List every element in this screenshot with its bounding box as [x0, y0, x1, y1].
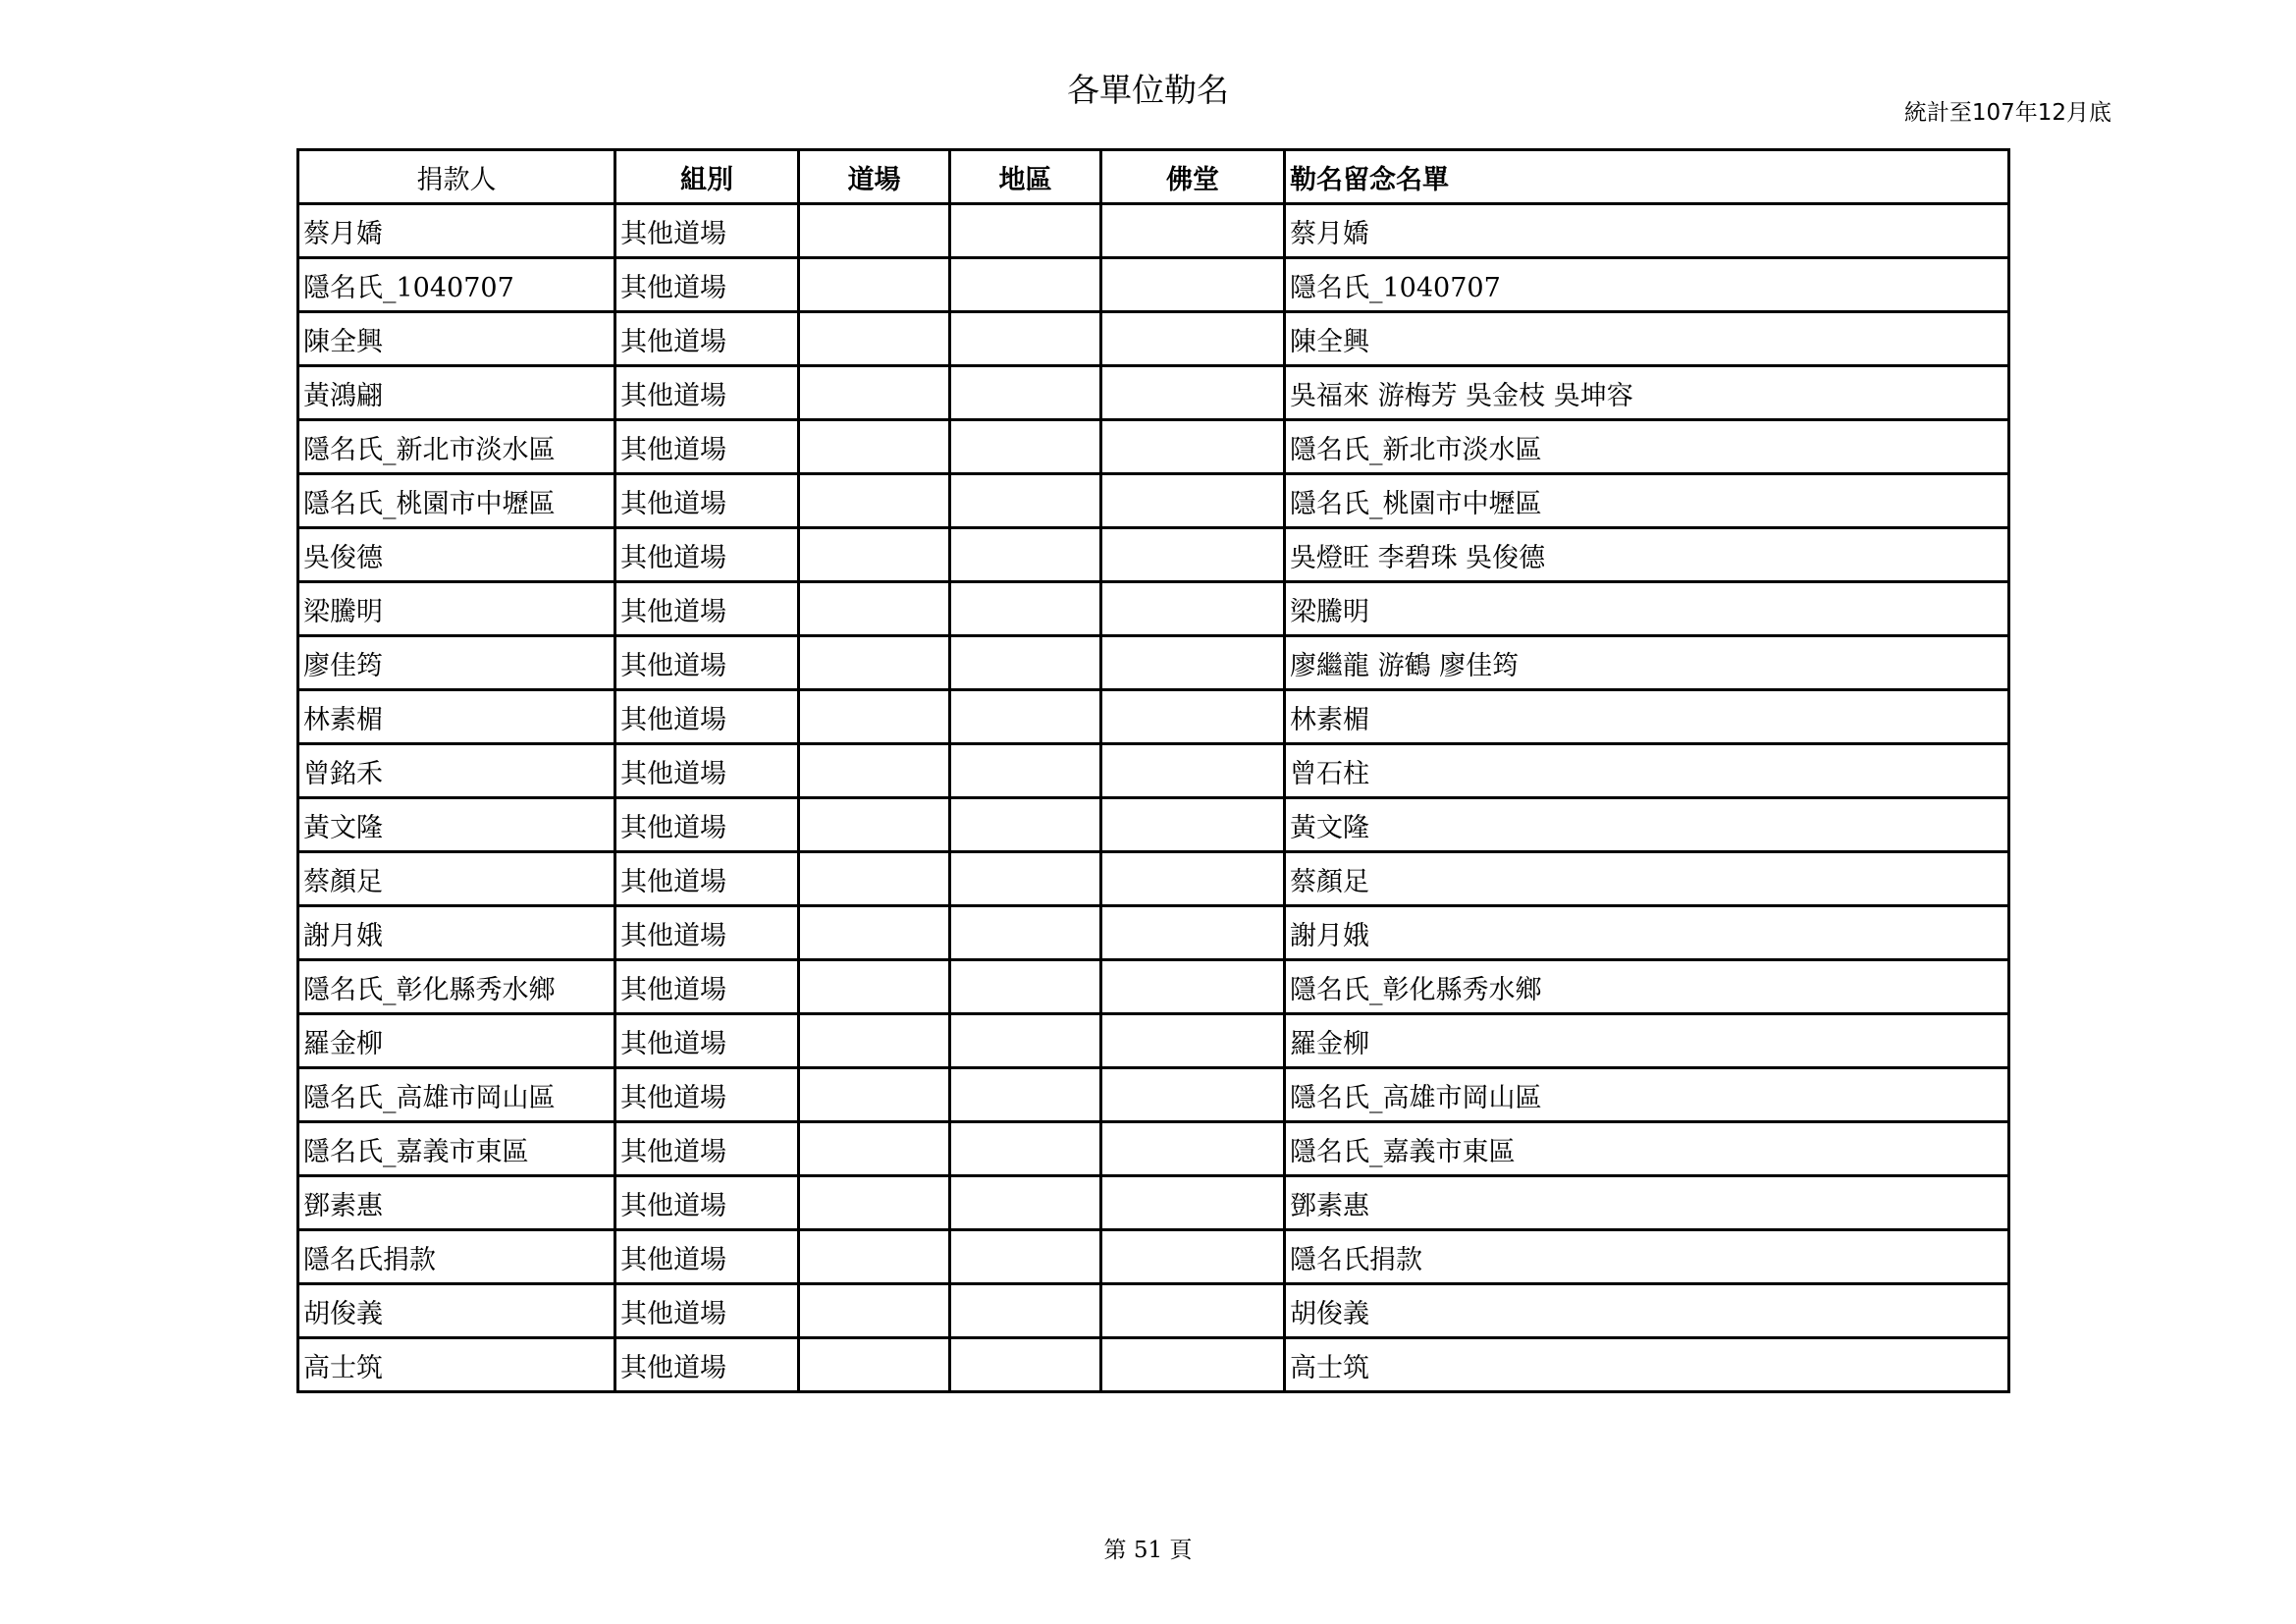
- donor-cell: 曾銘禾: [298, 744, 615, 798]
- group-cell: 其他道場: [615, 420, 799, 474]
- column-header-group: 組別: [615, 150, 799, 204]
- temple-cell: [799, 582, 950, 636]
- column-header-shrine: 佛堂: [1101, 150, 1285, 204]
- donor-table: [296, 148, 2010, 1393]
- region-cell: [950, 366, 1101, 420]
- shrine-cell: [1101, 258, 1285, 312]
- donor-cell: 蔡月嬌: [298, 204, 615, 258]
- temple-cell: [799, 852, 950, 906]
- table-body: [298, 204, 2009, 1392]
- memorial-list-cell: 隱名氏_1040707: [1285, 258, 2009, 312]
- memorial-list-cell: 蔡月嬌: [1285, 204, 2009, 258]
- memorial-list-cell: 隱名氏_嘉義市東區: [1285, 1122, 2009, 1176]
- shrine-cell: [1101, 204, 1285, 258]
- table-row: [298, 204, 2009, 258]
- table-row: [298, 960, 2009, 1014]
- table-row: [298, 1230, 2009, 1284]
- memorial-list-cell: 吳燈旺 李碧珠 吳俊德: [1285, 528, 2009, 582]
- region-cell: [950, 528, 1101, 582]
- shrine-cell: [1101, 528, 1285, 582]
- table-row: [298, 690, 2009, 744]
- group-cell: 其他道場: [615, 906, 799, 960]
- temple-cell: [799, 636, 950, 690]
- region-cell: [950, 1230, 1101, 1284]
- donor-cell: 隱名氏_高雄市岡山區: [298, 1068, 615, 1122]
- temple-cell: [799, 744, 950, 798]
- region-cell: [950, 1338, 1101, 1392]
- region-cell: [950, 474, 1101, 528]
- group-cell: 其他道場: [615, 744, 799, 798]
- table-row: [298, 474, 2009, 528]
- region-cell: [950, 420, 1101, 474]
- temple-cell: [799, 1068, 950, 1122]
- region-cell: [950, 1176, 1101, 1230]
- group-cell: 其他道場: [615, 204, 799, 258]
- group-cell: 其他道場: [615, 582, 799, 636]
- region-cell: [950, 852, 1101, 906]
- temple-cell: [799, 528, 950, 582]
- memorial-list-cell: 林素楣: [1285, 690, 2009, 744]
- statistics-date: 統計至107年12月底: [1903, 100, 2111, 126]
- table-row: [298, 636, 2009, 690]
- region-cell: [950, 744, 1101, 798]
- shrine-cell: [1101, 690, 1285, 744]
- donor-cell: 羅金柳: [298, 1014, 615, 1068]
- group-cell: 其他道場: [615, 636, 799, 690]
- region-cell: [950, 690, 1101, 744]
- table-row: [298, 744, 2009, 798]
- shrine-cell: [1101, 582, 1285, 636]
- column-header-memorial-list: 勒名留念名單: [1285, 150, 2009, 204]
- memorial-list-cell: 蔡顏足: [1285, 852, 2009, 906]
- donor-cell: 蔡顏足: [298, 852, 615, 906]
- memorial-list-cell: 吳福來 游梅芳 吳金枝 吳坤容: [1285, 366, 2009, 420]
- region-cell: [950, 204, 1101, 258]
- temple-cell: [799, 1338, 950, 1392]
- donor-cell: 高士筑: [298, 1338, 615, 1392]
- group-cell: 其他道場: [615, 258, 799, 312]
- page-number: 第 51 頁: [1103, 1538, 1193, 1563]
- group-cell: 其他道場: [615, 960, 799, 1014]
- group-cell: 其他道場: [615, 366, 799, 420]
- region-cell: [950, 906, 1101, 960]
- group-cell: 其他道場: [615, 1230, 799, 1284]
- memorial-list-cell: 梁騰明: [1285, 582, 2009, 636]
- region-cell: [950, 1284, 1101, 1338]
- page-title: 各單位勒名: [1067, 71, 1229, 109]
- group-cell: 其他道場: [615, 528, 799, 582]
- shrine-cell: [1101, 636, 1285, 690]
- donor-cell: 陳全興: [298, 312, 615, 366]
- temple-cell: [799, 420, 950, 474]
- group-cell: 其他道場: [615, 1176, 799, 1230]
- table-row: [298, 582, 2009, 636]
- table-row: [298, 1176, 2009, 1230]
- table-row: [298, 1284, 2009, 1338]
- memorial-list-cell: 隱名氏_桃園市中壢區: [1285, 474, 2009, 528]
- table-row: [298, 420, 2009, 474]
- temple-cell: [799, 1284, 950, 1338]
- table-row: [298, 1014, 2009, 1068]
- memorial-list-cell: 廖繼龍 游鶴 廖佳筠: [1285, 636, 2009, 690]
- donor-cell: 林素楣: [298, 690, 615, 744]
- column-header-donor: 捐款人: [298, 150, 615, 204]
- table-row: [298, 1068, 2009, 1122]
- table-header-row: [298, 150, 2009, 204]
- memorial-list-cell: 鄧素惠: [1285, 1176, 2009, 1230]
- temple-cell: [799, 312, 950, 366]
- column-header-temple: 道場: [799, 150, 950, 204]
- shrine-cell: [1101, 960, 1285, 1014]
- table-row: [298, 528, 2009, 582]
- temple-cell: [799, 798, 950, 852]
- region-cell: [950, 1014, 1101, 1068]
- donor-cell: 梁騰明: [298, 582, 615, 636]
- donor-cell: 吳俊德: [298, 528, 615, 582]
- region-cell: [950, 582, 1101, 636]
- table-row: [298, 366, 2009, 420]
- temple-cell: [799, 474, 950, 528]
- region-cell: [950, 312, 1101, 366]
- donor-cell: 隱名氏_1040707: [298, 258, 615, 312]
- donor-cell: 胡俊義: [298, 1284, 615, 1338]
- temple-cell: [799, 258, 950, 312]
- region-cell: [950, 1122, 1101, 1176]
- shrine-cell: [1101, 906, 1285, 960]
- shrine-cell: [1101, 744, 1285, 798]
- shrine-cell: [1101, 1230, 1285, 1284]
- table-row: [298, 798, 2009, 852]
- temple-cell: [799, 1176, 950, 1230]
- donor-cell: 黃鴻翩: [298, 366, 615, 420]
- region-cell: [950, 636, 1101, 690]
- donor-cell: 謝月娥: [298, 906, 615, 960]
- shrine-cell: [1101, 852, 1285, 906]
- temple-cell: [799, 1122, 950, 1176]
- group-cell: 其他道場: [615, 690, 799, 744]
- group-cell: 其他道場: [615, 312, 799, 366]
- temple-cell: [799, 1230, 950, 1284]
- shrine-cell: [1101, 1176, 1285, 1230]
- shrine-cell: [1101, 1284, 1285, 1338]
- shrine-cell: [1101, 474, 1285, 528]
- memorial-list-cell: 黃文隆: [1285, 798, 2009, 852]
- temple-cell: [799, 204, 950, 258]
- donor-cell: 隱名氏_新北市淡水區: [298, 420, 615, 474]
- donor-cell: 黃文隆: [298, 798, 615, 852]
- shrine-cell: [1101, 798, 1285, 852]
- region-cell: [950, 258, 1101, 312]
- memorial-list-cell: 曾石柱: [1285, 744, 2009, 798]
- donor-cell: 隱名氏_彰化縣秀水鄉: [298, 960, 615, 1014]
- shrine-cell: [1101, 420, 1285, 474]
- temple-cell: [799, 960, 950, 1014]
- group-cell: 其他道場: [615, 852, 799, 906]
- table-row: [298, 312, 2009, 366]
- group-cell: 其他道場: [615, 1014, 799, 1068]
- donor-cell: 隱名氏捐款: [298, 1230, 615, 1284]
- group-cell: 其他道場: [615, 798, 799, 852]
- table-row: [298, 258, 2009, 312]
- memorial-list-cell: 羅金柳: [1285, 1014, 2009, 1068]
- group-cell: 其他道場: [615, 1122, 799, 1176]
- temple-cell: [799, 366, 950, 420]
- group-cell: 其他道場: [615, 1284, 799, 1338]
- donor-cell: 隱名氏_桃園市中壢區: [298, 474, 615, 528]
- shrine-cell: [1101, 1068, 1285, 1122]
- temple-cell: [799, 690, 950, 744]
- group-cell: 其他道場: [615, 474, 799, 528]
- table-row: [298, 906, 2009, 960]
- donor-cell: 鄧素惠: [298, 1176, 615, 1230]
- shrine-cell: [1101, 312, 1285, 366]
- table-row: [298, 1122, 2009, 1176]
- memorial-list-cell: 胡俊義: [1285, 1284, 2009, 1338]
- group-cell: 其他道場: [615, 1068, 799, 1122]
- group-cell: 其他道場: [615, 1338, 799, 1392]
- shrine-cell: [1101, 1014, 1285, 1068]
- table-row: [298, 852, 2009, 906]
- table-row: [298, 1338, 2009, 1392]
- shrine-cell: [1101, 1122, 1285, 1176]
- shrine-cell: [1101, 366, 1285, 420]
- donor-cell: 廖佳筠: [298, 636, 615, 690]
- memorial-list-cell: 陳全興: [1285, 312, 2009, 366]
- memorial-list-cell: 隱名氏_新北市淡水區: [1285, 420, 2009, 474]
- memorial-list-cell: 高士筑: [1285, 1338, 2009, 1392]
- region-cell: [950, 1068, 1101, 1122]
- column-header-region: 地區: [950, 150, 1101, 204]
- memorial-list-cell: 隱名氏捐款: [1285, 1230, 2009, 1284]
- temple-cell: [799, 906, 950, 960]
- donor-cell: 隱名氏_嘉義市東區: [298, 1122, 615, 1176]
- region-cell: [950, 798, 1101, 852]
- memorial-list-cell: 隱名氏_高雄市岡山區: [1285, 1068, 2009, 1122]
- region-cell: [950, 960, 1101, 1014]
- temple-cell: [799, 1014, 950, 1068]
- shrine-cell: [1101, 1338, 1285, 1392]
- memorial-list-cell: 謝月娥: [1285, 906, 2009, 960]
- memorial-list-cell: 隱名氏_彰化縣秀水鄉: [1285, 960, 2009, 1014]
